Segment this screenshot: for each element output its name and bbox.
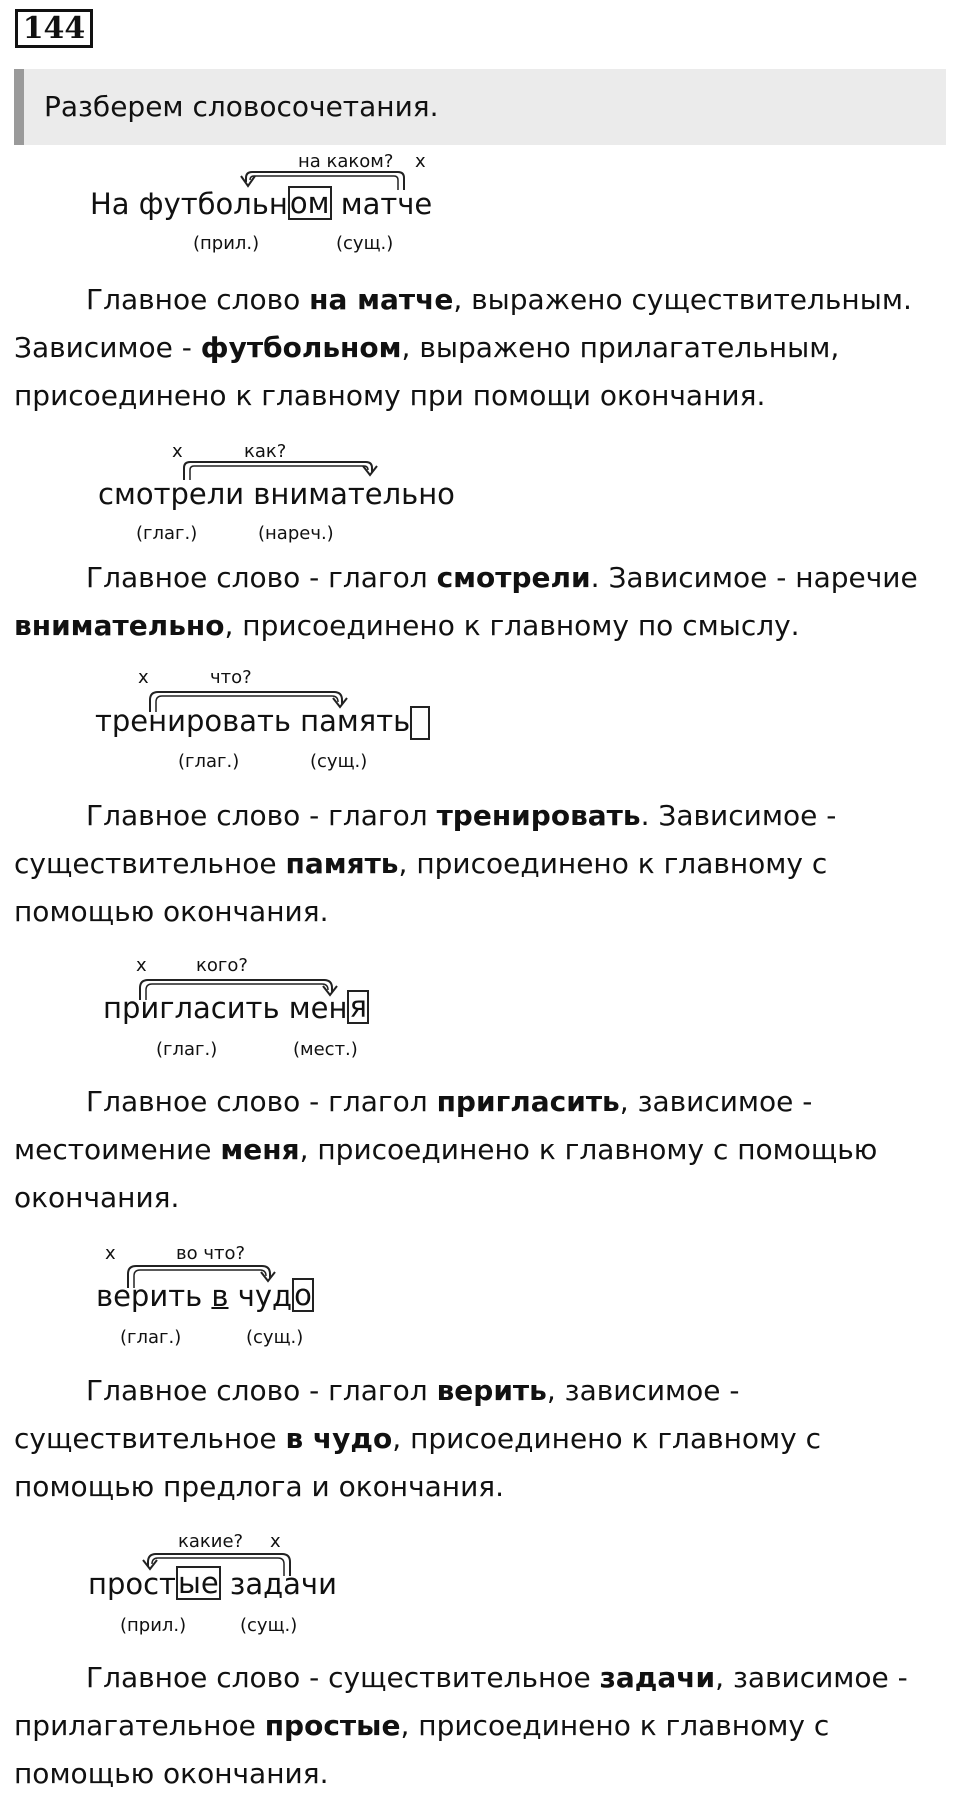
dependent-word: меня: [220, 1133, 300, 1166]
part-of-speech-label: (прил.): [120, 1615, 187, 1636]
main-word: смотрели: [436, 561, 591, 594]
main-word: на матче: [309, 283, 454, 316]
ending-box: ые: [177, 1566, 219, 1600]
phrase-text-after: задачи: [220, 1567, 337, 1601]
main-word-mark: x: [172, 441, 183, 462]
ending-box: о: [294, 1278, 312, 1312]
analysis-paragraph: Главное слово - существительное задачи, зависимое - прилагательное простые, присоединено к главному с помощью окончания.: [14, 1661, 908, 1790]
question-label: что?: [210, 667, 252, 688]
main-word-mark: x: [415, 151, 426, 172]
preposition-underlined: в: [211, 1279, 229, 1313]
part-of-speech-label: (глаг.): [156, 1039, 218, 1060]
dependent-word: внимательно: [14, 609, 225, 642]
phrase-text: смотрели внимательно: [98, 477, 455, 511]
question-label: какие?: [178, 1531, 244, 1552]
question-label: на каком?: [298, 151, 394, 172]
main-word-mark: x: [138, 667, 149, 688]
phrase-text-before: верить: [96, 1279, 212, 1313]
phrase-text-before: прост: [88, 1567, 176, 1601]
analysis-paragraph: Главное слово - глагол смотрели. Зависимое - наречие внимательно, присоединено к главному по смыслу.: [14, 561, 918, 642]
main-word-mark: x: [136, 955, 147, 976]
phrase-text-after: матче: [331, 187, 433, 221]
part-of-speech-label: (сущ.): [310, 751, 368, 772]
part-of-speech-label: (сущ.): [246, 1327, 304, 1348]
ending-box: ом: [289, 186, 330, 220]
dependent-word: футбольном: [200, 331, 402, 364]
main-word: верить: [436, 1374, 547, 1407]
part-of-speech-label: (мест.): [293, 1039, 358, 1060]
phrase-text-main: тренировать память: [95, 704, 411, 738]
main-word: задачи: [599, 1661, 716, 1694]
main-word: тренировать: [436, 799, 641, 832]
ending-box: я: [349, 990, 367, 1024]
exercise-number: 144: [15, 9, 93, 48]
part-of-speech-label: (сущ.): [240, 1615, 298, 1636]
analysis-paragraph: Главное слово - глагол тренировать. Зависимое - существительное память, присоединено к главному с помощью окончания.: [14, 799, 837, 928]
main-word: пригласить: [436, 1085, 620, 1118]
question-label: как?: [244, 441, 287, 462]
part-of-speech-label: (прил.): [193, 233, 260, 254]
part-of-speech-label: (глаг.): [120, 1327, 182, 1348]
section-header: Разберем словосочетания.: [14, 69, 946, 145]
phrase-text-mid: чуд: [228, 1279, 293, 1313]
part-of-speech-label: (глаг.): [178, 751, 240, 772]
phrase-text-before: На футбольн: [90, 187, 288, 221]
main-word-mark: x: [105, 1243, 116, 1264]
dependent-word: в чудо: [285, 1422, 393, 1455]
dependent-word: простые: [264, 1709, 401, 1742]
question-label: во что?: [176, 1243, 246, 1264]
phrase-text: [88, 1567, 337, 1601]
main-word-mark: x: [270, 1531, 281, 1552]
part-of-speech-label: (глаг.): [136, 523, 198, 544]
analysis-paragraph: Главное слово - глагол пригласить, зависимое - местоимение меня, присоединено к главному с помощью окончания.: [14, 1085, 878, 1214]
analysis-paragraph: Главное слово на матче, выражено существительным. Зависимое - футбольном, выражено прилагательным, присоединено к главному при помощи окончания.: [14, 283, 912, 412]
part-of-speech-label: (сущ.): [336, 233, 394, 254]
part-of-speech-label: (нареч.): [258, 523, 334, 544]
question-label: кого?: [196, 955, 248, 976]
dependent-word: память: [285, 847, 399, 880]
phrase-text-before: пригласить мен: [103, 991, 348, 1025]
analysis-paragraph: Главное слово - глагол верить, зависимое - существительное в чудо, присоединено к главному с помощью предлога и окончания.: [14, 1374, 822, 1503]
